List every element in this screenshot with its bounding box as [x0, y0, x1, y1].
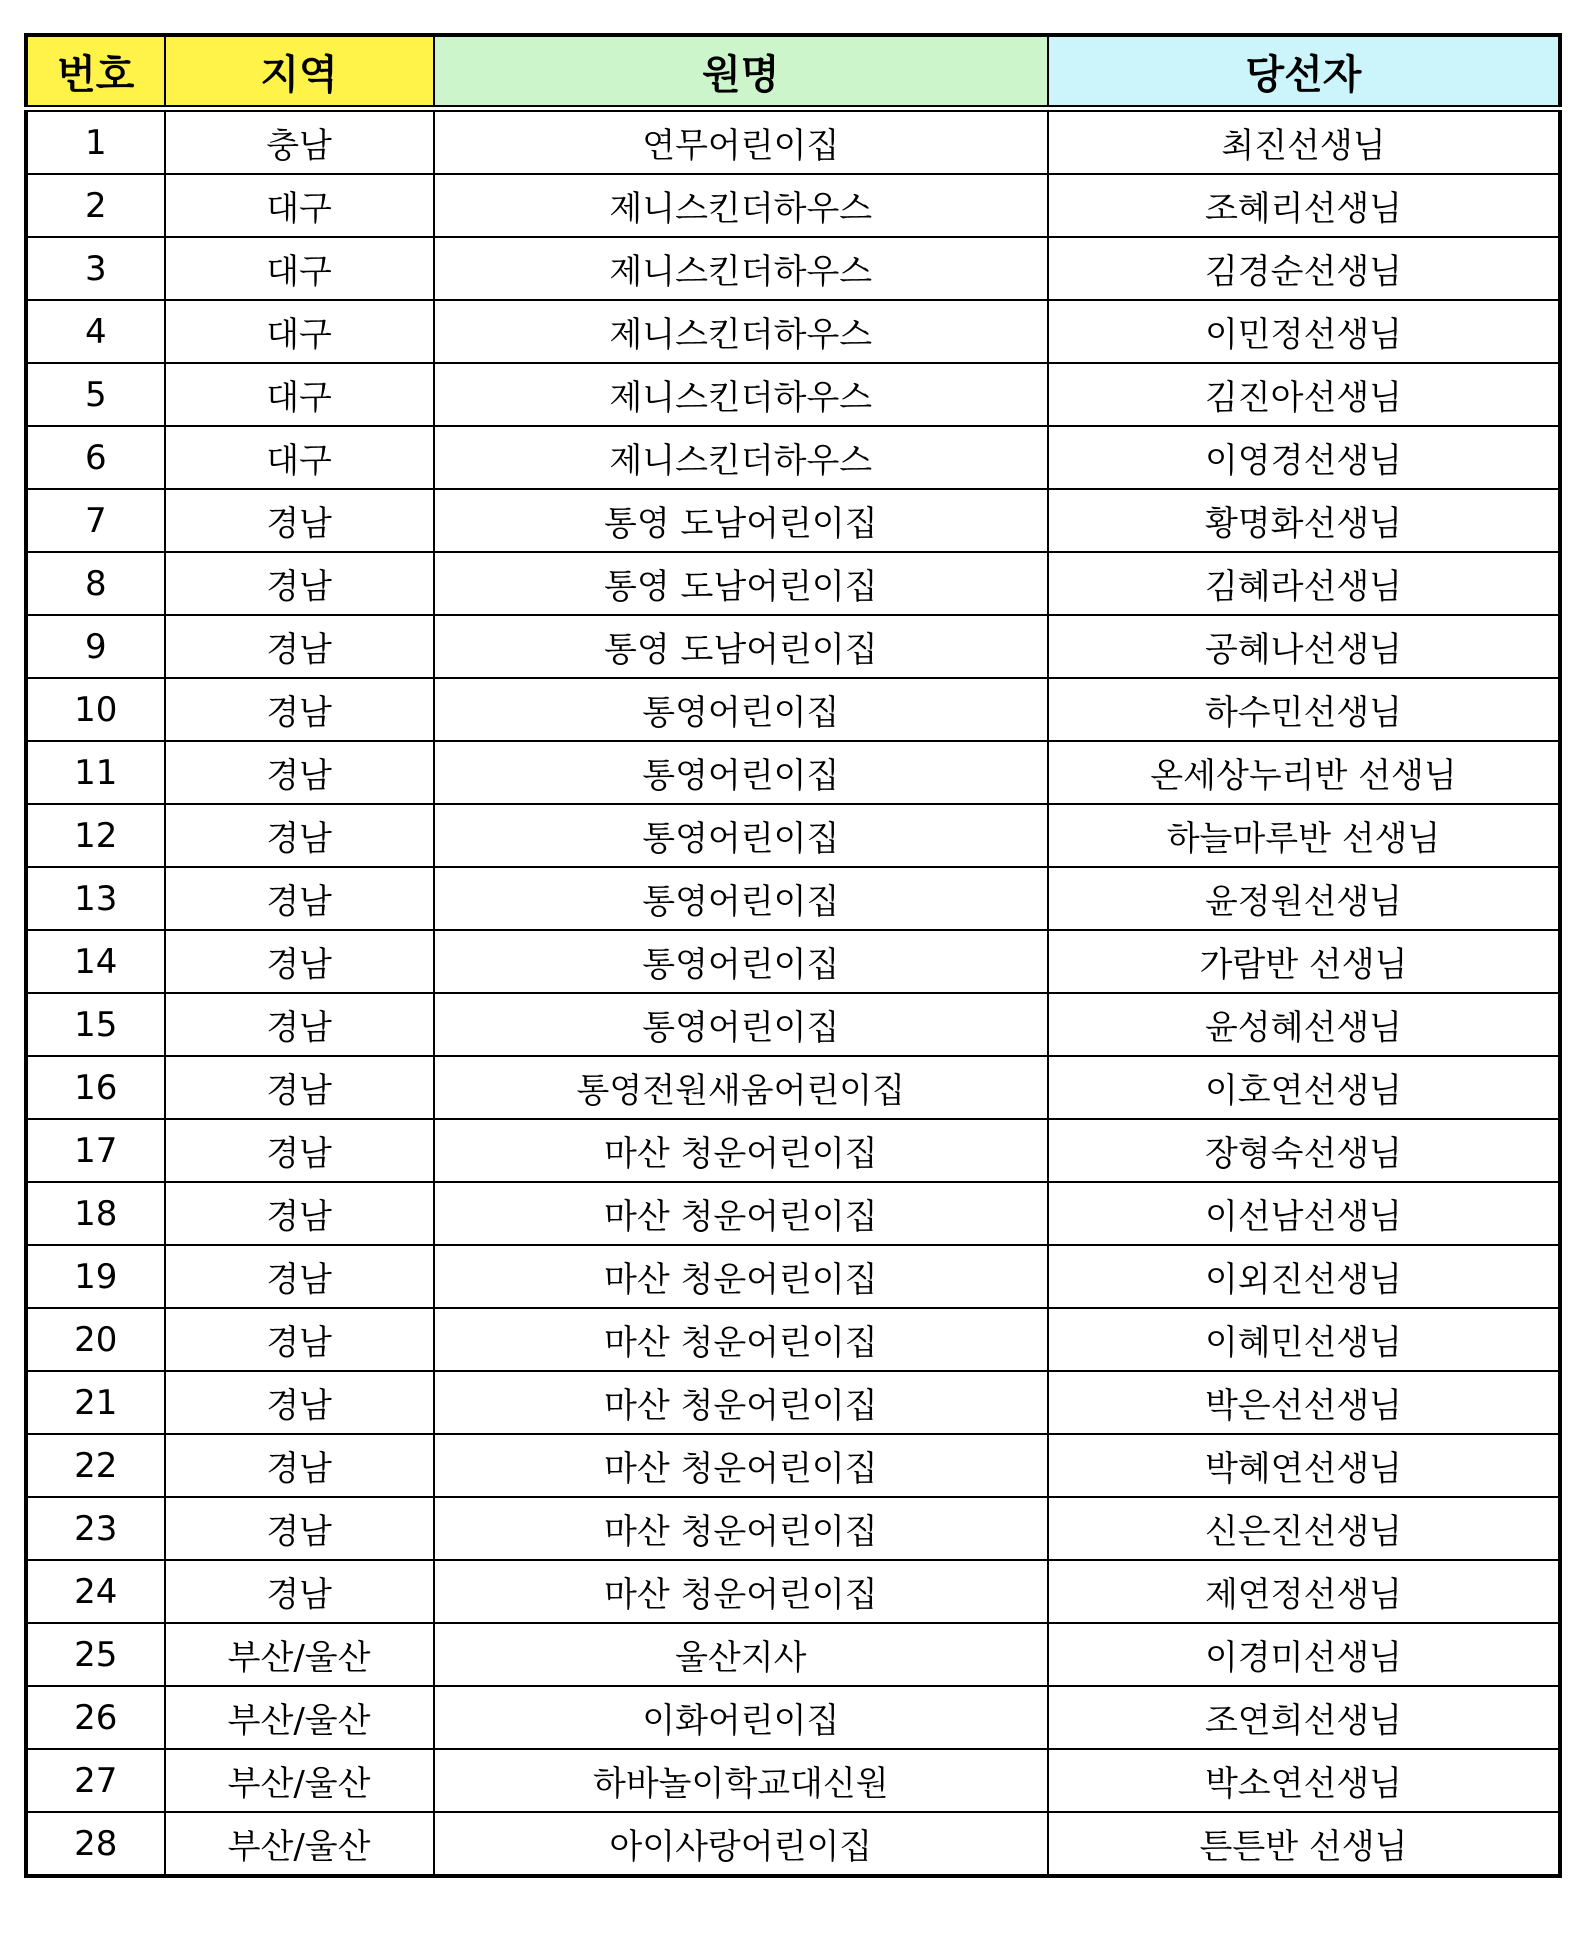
- cell-no: 12: [26, 804, 165, 867]
- table-row: [26, 489, 1560, 552]
- table-body: [26, 109, 1560, 1877]
- cell-center: 마산 청운어린이집: [434, 1119, 1048, 1182]
- cell-winner: 공혜나선생님: [1048, 615, 1560, 678]
- cell-winner: 하수민선생님: [1048, 678, 1560, 741]
- cell-region: 경남: [165, 1371, 434, 1434]
- table-row: [26, 1434, 1560, 1497]
- header-center: 원명: [434, 35, 1048, 109]
- cell-center: 이화어린이집: [434, 1686, 1048, 1749]
- cell-no: 14: [26, 930, 165, 993]
- cell-center: 연무어린이집: [434, 109, 1048, 175]
- cell-no: 23: [26, 1497, 165, 1560]
- cell-center: 통영어린이집: [434, 741, 1048, 804]
- cell-region: 경남: [165, 1308, 434, 1371]
- cell-winner: 박소연선생님: [1048, 1749, 1560, 1812]
- cell-region: 부산/울산: [165, 1812, 434, 1876]
- cell-center: 통영어린이집: [434, 678, 1048, 741]
- cell-no: 2: [26, 174, 165, 237]
- cell-center: 마산 청운어린이집: [434, 1560, 1048, 1623]
- table-row: [26, 363, 1560, 426]
- cell-center: 마산 청운어린이집: [434, 1371, 1048, 1434]
- header-no: 번호: [26, 35, 165, 109]
- cell-center: 아이사랑어린이집: [434, 1812, 1048, 1876]
- cell-no: 3: [26, 237, 165, 300]
- table-row: [26, 552, 1560, 615]
- cell-winner: 김혜라선생님: [1048, 552, 1560, 615]
- cell-center: 통영어린이집: [434, 804, 1048, 867]
- cell-winner: 이경미선생님: [1048, 1623, 1560, 1686]
- header-region: 지역: [165, 35, 434, 109]
- table-row: [26, 237, 1560, 300]
- table-row: [26, 426, 1560, 489]
- table-row: [26, 1686, 1560, 1749]
- cell-region: 경남: [165, 993, 434, 1056]
- cell-winner: 하늘마루반 선생님: [1048, 804, 1560, 867]
- cell-no: 19: [26, 1245, 165, 1308]
- cell-winner: 튼튼반 선생님: [1048, 1812, 1560, 1876]
- cell-region: 경남: [165, 678, 434, 741]
- cell-no: 17: [26, 1119, 165, 1182]
- cell-center: 통영전원새움어린이집: [434, 1056, 1048, 1119]
- cell-region: 경남: [165, 1182, 434, 1245]
- winners-table: [24, 33, 1562, 1878]
- cell-winner: 윤성혜선생님: [1048, 993, 1560, 1056]
- cell-no: 6: [26, 426, 165, 489]
- cell-no: 11: [26, 741, 165, 804]
- table-row: [26, 109, 1560, 175]
- cell-center: 마산 청운어린이집: [434, 1245, 1048, 1308]
- cell-center: 통영어린이집: [434, 867, 1048, 930]
- cell-region: 경남: [165, 867, 434, 930]
- cell-winner: 제연정선생님: [1048, 1560, 1560, 1623]
- cell-no: 1: [26, 109, 165, 175]
- table-row: [26, 300, 1560, 363]
- cell-center: 울산지사: [434, 1623, 1048, 1686]
- table-row: [26, 993, 1560, 1056]
- cell-winner: 김진아선생님: [1048, 363, 1560, 426]
- table-row: [26, 1182, 1560, 1245]
- cell-region: 경남: [165, 1497, 434, 1560]
- table-row: [26, 1371, 1560, 1434]
- cell-region: 경남: [165, 1560, 434, 1623]
- cell-region: 부산/울산: [165, 1686, 434, 1749]
- cell-region: 대구: [165, 363, 434, 426]
- table-row: [26, 1623, 1560, 1686]
- cell-center: 제니스킨더하우스: [434, 300, 1048, 363]
- cell-winner: 이혜민선생님: [1048, 1308, 1560, 1371]
- cell-winner: 이영경선생님: [1048, 426, 1560, 489]
- cell-center: 하바놀이학교대신원: [434, 1749, 1048, 1812]
- cell-winner: 박은선선생님: [1048, 1371, 1560, 1434]
- table-row: [26, 615, 1560, 678]
- table-row: [26, 1308, 1560, 1371]
- table-row: [26, 1056, 1560, 1119]
- cell-winner: 박혜연선생님: [1048, 1434, 1560, 1497]
- cell-region: 대구: [165, 426, 434, 489]
- cell-winner: 온세상누리반 선생님: [1048, 741, 1560, 804]
- cell-no: 10: [26, 678, 165, 741]
- cell-winner: 이호연선생님: [1048, 1056, 1560, 1119]
- cell-center: 제니스킨더하우스: [434, 426, 1048, 489]
- cell-region: 대구: [165, 174, 434, 237]
- cell-no: 28: [26, 1812, 165, 1876]
- cell-center: 마산 청운어린이집: [434, 1434, 1048, 1497]
- cell-winner: 신은진선생님: [1048, 1497, 1560, 1560]
- cell-winner: 황명화선생님: [1048, 489, 1560, 552]
- cell-region: 경남: [165, 1056, 434, 1119]
- cell-no: 9: [26, 615, 165, 678]
- cell-no: 18: [26, 1182, 165, 1245]
- cell-no: 15: [26, 993, 165, 1056]
- cell-region: 부산/울산: [165, 1749, 434, 1812]
- cell-winner: 이외진선생님: [1048, 1245, 1560, 1308]
- cell-winner: 이민정선생님: [1048, 300, 1560, 363]
- cell-winner: 최진선생님: [1048, 109, 1560, 175]
- cell-center: 제니스킨더하우스: [434, 174, 1048, 237]
- cell-winner: 장형숙선생님: [1048, 1119, 1560, 1182]
- table-row: [26, 804, 1560, 867]
- cell-region: 경남: [165, 1434, 434, 1497]
- header-winner: 당선자: [1048, 35, 1560, 109]
- cell-center: 통영 도남어린이집: [434, 552, 1048, 615]
- table-row: [26, 930, 1560, 993]
- cell-winner: 김경순선생님: [1048, 237, 1560, 300]
- cell-region: 경남: [165, 804, 434, 867]
- cell-center: 마산 청운어린이집: [434, 1182, 1048, 1245]
- cell-no: 25: [26, 1623, 165, 1686]
- cell-winner: 윤정원선생님: [1048, 867, 1560, 930]
- cell-winner: 조연희선생님: [1048, 1686, 1560, 1749]
- cell-center: 통영어린이집: [434, 993, 1048, 1056]
- cell-no: 26: [26, 1686, 165, 1749]
- cell-no: 24: [26, 1560, 165, 1623]
- table-row: [26, 1560, 1560, 1623]
- cell-winner: 이선남선생님: [1048, 1182, 1560, 1245]
- table-row: [26, 867, 1560, 930]
- cell-region: 경남: [165, 930, 434, 993]
- cell-no: 5: [26, 363, 165, 426]
- cell-region: 경남: [165, 552, 434, 615]
- cell-no: 22: [26, 1434, 165, 1497]
- cell-no: 13: [26, 867, 165, 930]
- cell-center: 제니스킨더하우스: [434, 363, 1048, 426]
- cell-center: 통영 도남어린이집: [434, 489, 1048, 552]
- cell-region: 대구: [165, 237, 434, 300]
- table-row: [26, 1812, 1560, 1876]
- cell-region: 경남: [165, 489, 434, 552]
- cell-region: 경남: [165, 615, 434, 678]
- table-row: [26, 1749, 1560, 1812]
- header-row: [26, 35, 1560, 109]
- cell-center: 통영어린이집: [434, 930, 1048, 993]
- cell-region: 대구: [165, 300, 434, 363]
- cell-region: 부산/울산: [165, 1623, 434, 1686]
- table-header: [26, 35, 1560, 109]
- cell-region: 경남: [165, 1119, 434, 1182]
- cell-no: 16: [26, 1056, 165, 1119]
- table-row: [26, 1119, 1560, 1182]
- cell-region: 경남: [165, 741, 434, 804]
- cell-no: 7: [26, 489, 165, 552]
- table-row: [26, 741, 1560, 804]
- cell-no: 4: [26, 300, 165, 363]
- table-row: [26, 678, 1560, 741]
- cell-center: 제니스킨더하우스: [434, 237, 1048, 300]
- cell-winner: 조혜리선생님: [1048, 174, 1560, 237]
- table-row: [26, 1245, 1560, 1308]
- cell-center: 통영 도남어린이집: [434, 615, 1048, 678]
- cell-center: 마산 청운어린이집: [434, 1308, 1048, 1371]
- cell-no: 27: [26, 1749, 165, 1812]
- cell-center: 마산 청운어린이집: [434, 1497, 1048, 1560]
- cell-region: 충남: [165, 109, 434, 175]
- cell-region: 경남: [165, 1245, 434, 1308]
- table-row: [26, 174, 1560, 237]
- table-row: [26, 1497, 1560, 1560]
- cell-no: 21: [26, 1371, 165, 1434]
- cell-winner: 가람반 선생님: [1048, 930, 1560, 993]
- cell-no: 8: [26, 552, 165, 615]
- cell-no: 20: [26, 1308, 165, 1371]
